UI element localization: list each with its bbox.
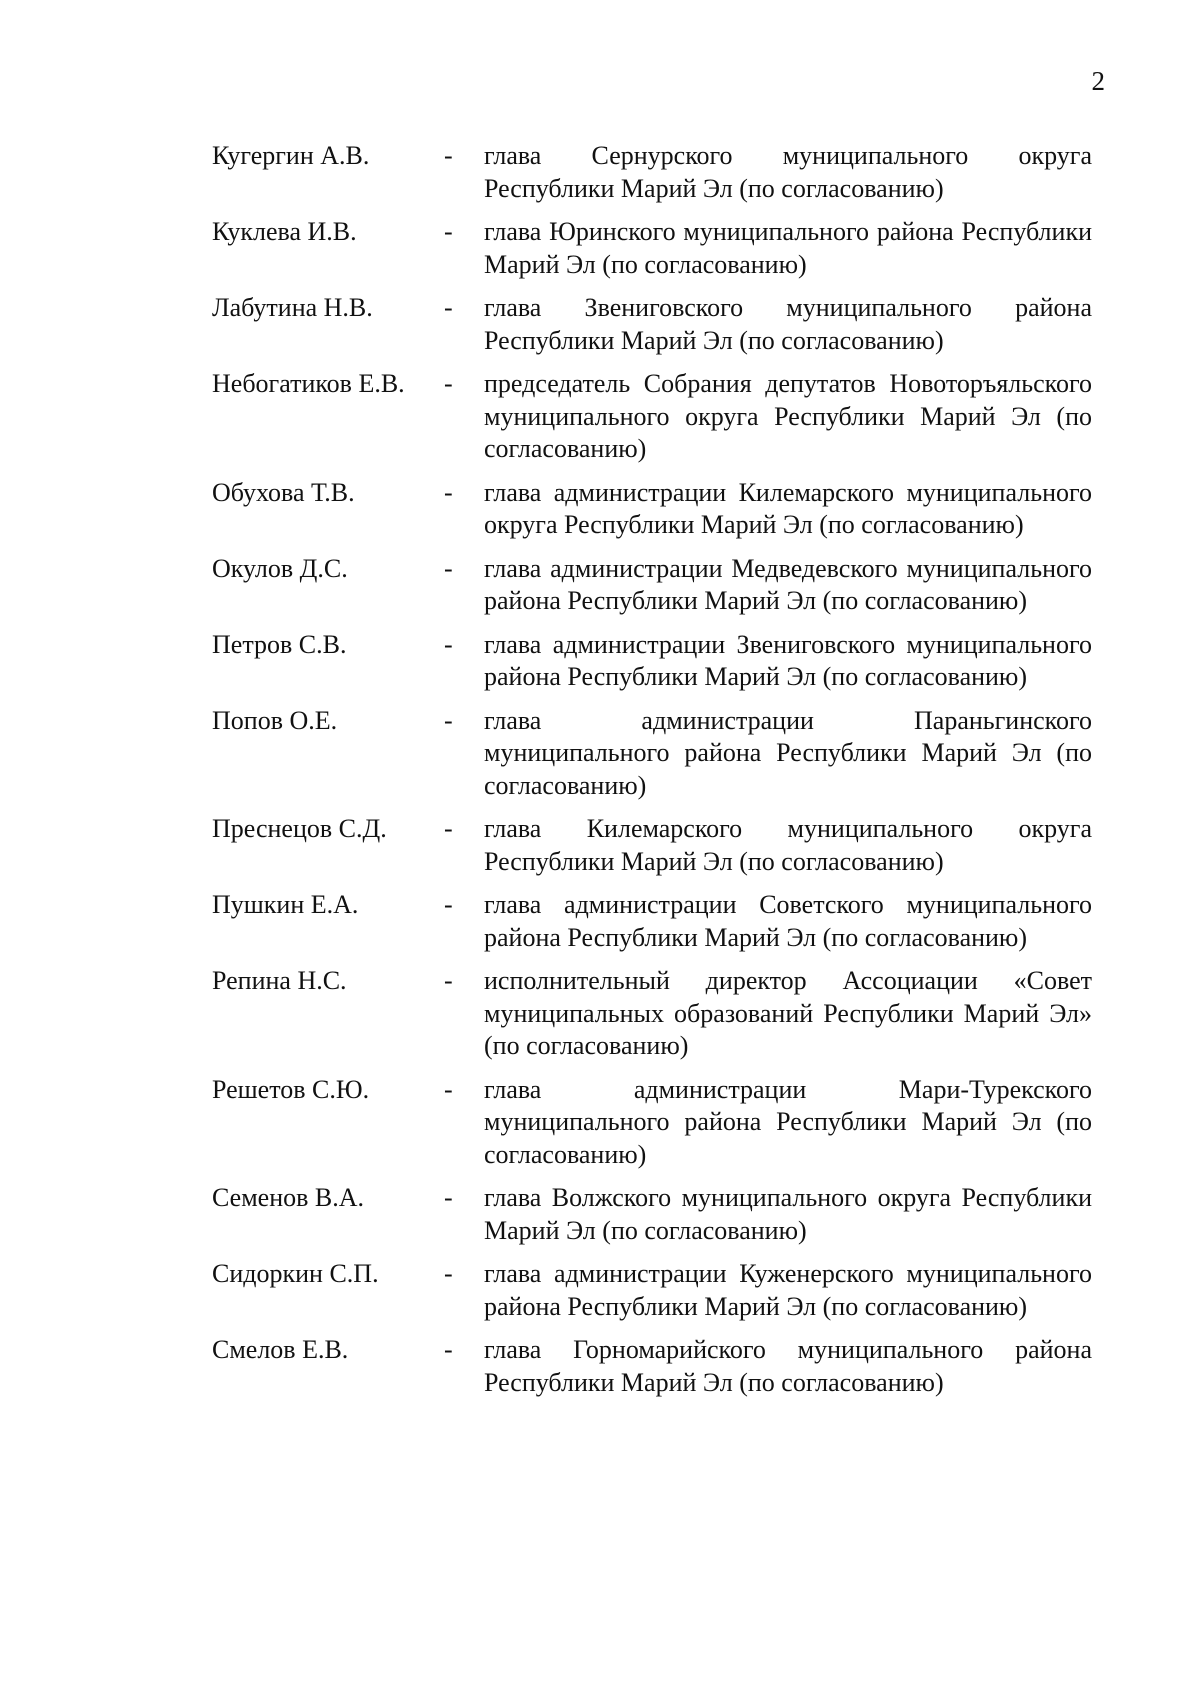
separator-dash: - [444,1183,453,1212]
member-role: глава администрации Параньгинского муниципального района Республики Марий Эл (по согласованию) [484,705,1092,800]
member-name: Преснецов С.Д. [212,814,387,843]
member-name: Пушкин Е.А. [212,890,359,919]
list-item [212,216,1092,281]
list-item [212,629,1092,694]
member-name: Репина Н.С. [212,966,347,995]
member-role: глава Волжского муниципального округа Республики Марий Эл (по согласованию) [484,1183,1092,1245]
member-name: Решетов С.Ю. [212,1074,370,1104]
separator-dash: - [444,890,453,919]
separator-dash: - [444,477,453,507]
member-name: Небогатиков Е.В. [212,369,405,398]
list-item [212,705,1092,803]
member-name: Попов О.Е. [212,705,338,735]
separator-dash: - [444,705,453,735]
list-item [212,1258,1092,1323]
member-role: председатель Собрания депутатов Новоторъяльского муниципального округа Республики Марий Эл (по согласованию) [484,369,1092,463]
list-item [212,1074,1092,1172]
list-item [212,553,1092,618]
member-role: глава Горномарийского муниципального района Республики Марий Эл (по согласованию) [484,1335,1092,1397]
member-name: Семенов В.А. [212,1183,365,1212]
list-item [212,477,1092,542]
list-item [212,1334,1092,1399]
separator-dash: - [444,966,453,995]
separator-dash: - [444,1259,453,1288]
list-item [212,813,1092,878]
list-item [212,368,1092,466]
member-role: глава Килемарского муниципального округа Республики Марий Эл (по согласованию) [484,814,1092,876]
member-name: Сидоркин С.П. [212,1259,379,1288]
member-name: Петров С.В. [212,629,347,659]
separator-dash: - [444,1074,453,1104]
member-name: Лабутина Н.В. [212,293,373,322]
separator-dash: - [444,217,453,246]
separator-dash: - [444,293,453,322]
list-item [212,140,1092,205]
list-item [212,965,1092,1063]
page-number: 2 [1091,66,1105,96]
member-name: Окулов Д.С. [212,553,348,583]
member-name: Обухова Т.В. [212,477,355,507]
member-role: глава администрации Советского муниципального района Республики Марий Эл (по согласованию) [484,890,1092,952]
separator-dash: - [444,369,453,398]
separator-dash: - [444,553,453,583]
member-role: глава Звениговского муниципального района Республики Марий Эл (по согласованию) [484,293,1092,355]
separator-dash: - [444,814,453,843]
member-role: глава администрации Куженерского муниципального района Республики Марий Эл (по согласованию) [484,1259,1092,1321]
member-role: глава администрации Мари-Турекского муниципального района Республики Марий Эл (по согласованию) [484,1074,1092,1169]
separator-dash: - [444,141,453,170]
member-role: глава администрации Звениговского муниципального района Республики Марий Эл (по согласованию) [484,629,1092,691]
list-item [212,292,1092,357]
member-role: глава Сернурского муниципального округа Республики Марий Эл (по согласованию) [484,141,1092,203]
separator-dash: - [444,629,453,659]
separator-dash: - [444,1335,453,1364]
member-list [212,140,1092,1410]
member-name: Кугергин А.В. [212,141,370,170]
member-name: Куклева И.В. [212,217,357,246]
list-item [212,1182,1092,1247]
list-item [212,889,1092,954]
member-role: глава администрации Медведевского муниципального района Республики Марий Эл (по согласованию) [484,553,1092,615]
member-role: глава администрации Килемарского муниципального округа Республики Марий Эл (по согласованию) [484,477,1092,539]
member-role: исполнительный директор Ассоциации «Совет муниципальных образований Республики Марий Эл» (по согласованию) [484,966,1092,1060]
member-name: Смелов Е.В. [212,1335,349,1364]
member-role: глава Юринского муниципального района Республики Марий Эл (по согласованию) [484,217,1092,279]
